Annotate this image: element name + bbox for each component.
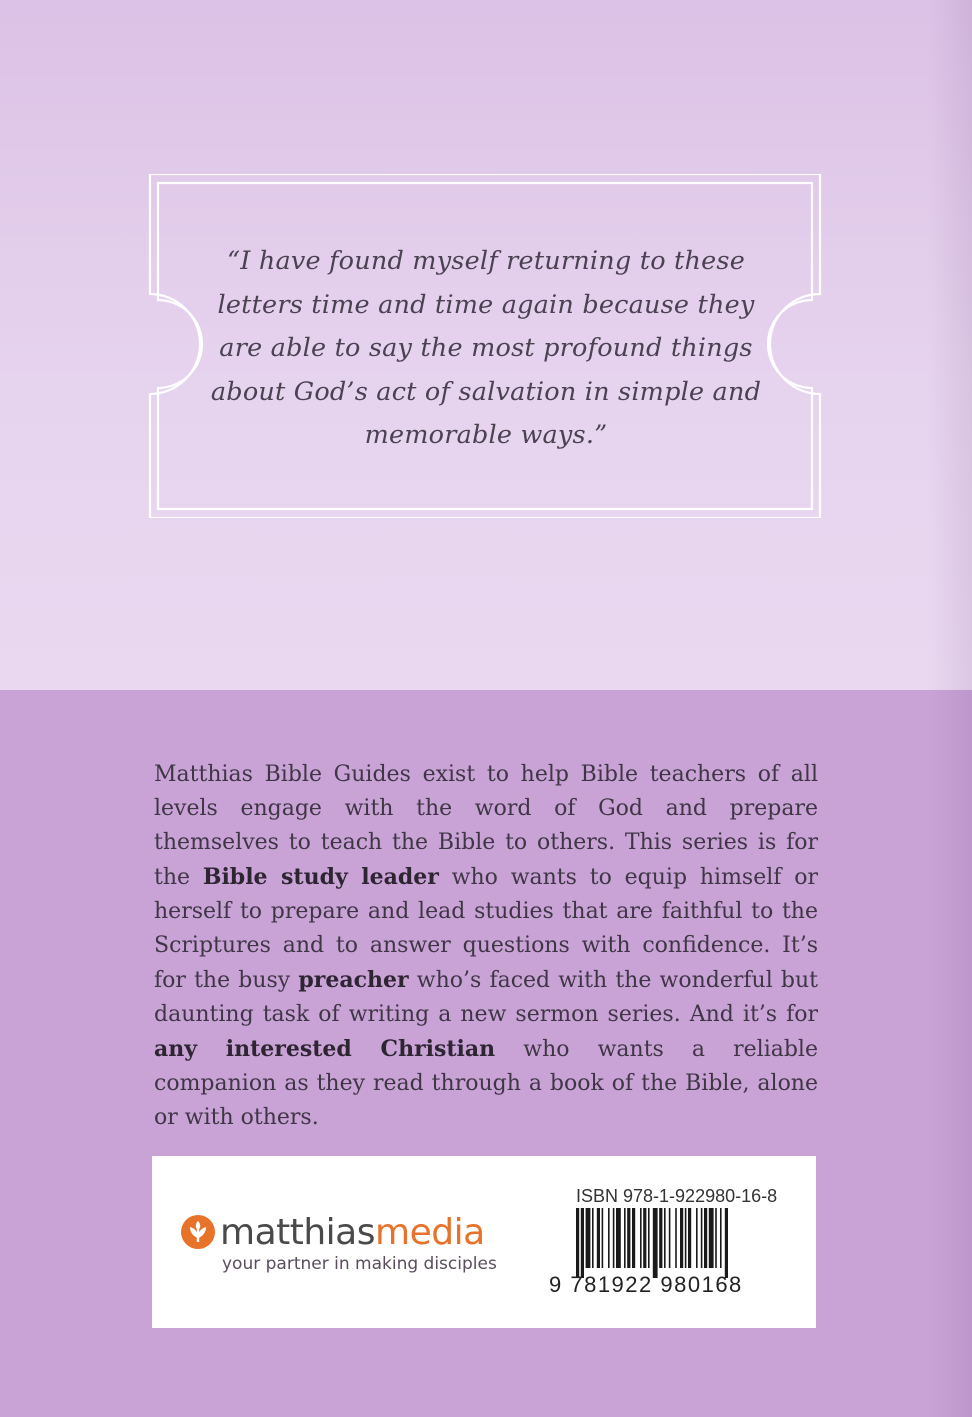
- barcode-digits: 9 781922 980168: [549, 1272, 743, 1297]
- blurb-text-1: Matthias Bible Guides exist to help Bible teachers of all levels engage with the word of God and prepare themselves to teach the Bible to others. This series is for the: [154, 762, 818, 890]
- publisher-logo: [180, 1212, 485, 1252]
- blurb-text-4: who wants a reliable companion as they read through a book of the Bible, alone or with others.: [154, 1037, 818, 1130]
- pull-quote: “I have found myself returning to these letters time and time again because they are able to say the most profound things about God’s act of salvation in simple and memorable ways.”: [210, 246, 762, 450]
- publisher-footer: [152, 1156, 816, 1328]
- isbn-label: ISBN 978-1-922980-16-8: [576, 1186, 778, 1206]
- leaf-logo-icon: [180, 1214, 216, 1250]
- barcode-icon: [574, 1208, 786, 1278]
- spine-shadow: [928, 0, 972, 1417]
- blurb-bold-any-interested-christian: any interested Christian: [154, 1036, 496, 1062]
- blurb-text-2: who wants to equip himself or herself to prepare and lead studies that are faithful to the Scriptures and to answer questions with confidence. It’s for the busy: [154, 865, 819, 993]
- wordmark-matthias: matthias: [220, 1211, 375, 1253]
- publisher-wordmark: [220, 1212, 485, 1253]
- wordmark-media: media: [375, 1211, 485, 1253]
- publisher-tagline: your partner in making disciples: [222, 1254, 497, 1274]
- blurb-bold-preacher: preacher: [298, 967, 409, 993]
- series-description: [154, 758, 818, 1135]
- blurb-bold-bible-study-leader: Bible study leader: [202, 864, 439, 890]
- blurb-text-3: who’s faced with the wonderful but daunting task of writing a new sermon series. And it’s for: [154, 968, 818, 1027]
